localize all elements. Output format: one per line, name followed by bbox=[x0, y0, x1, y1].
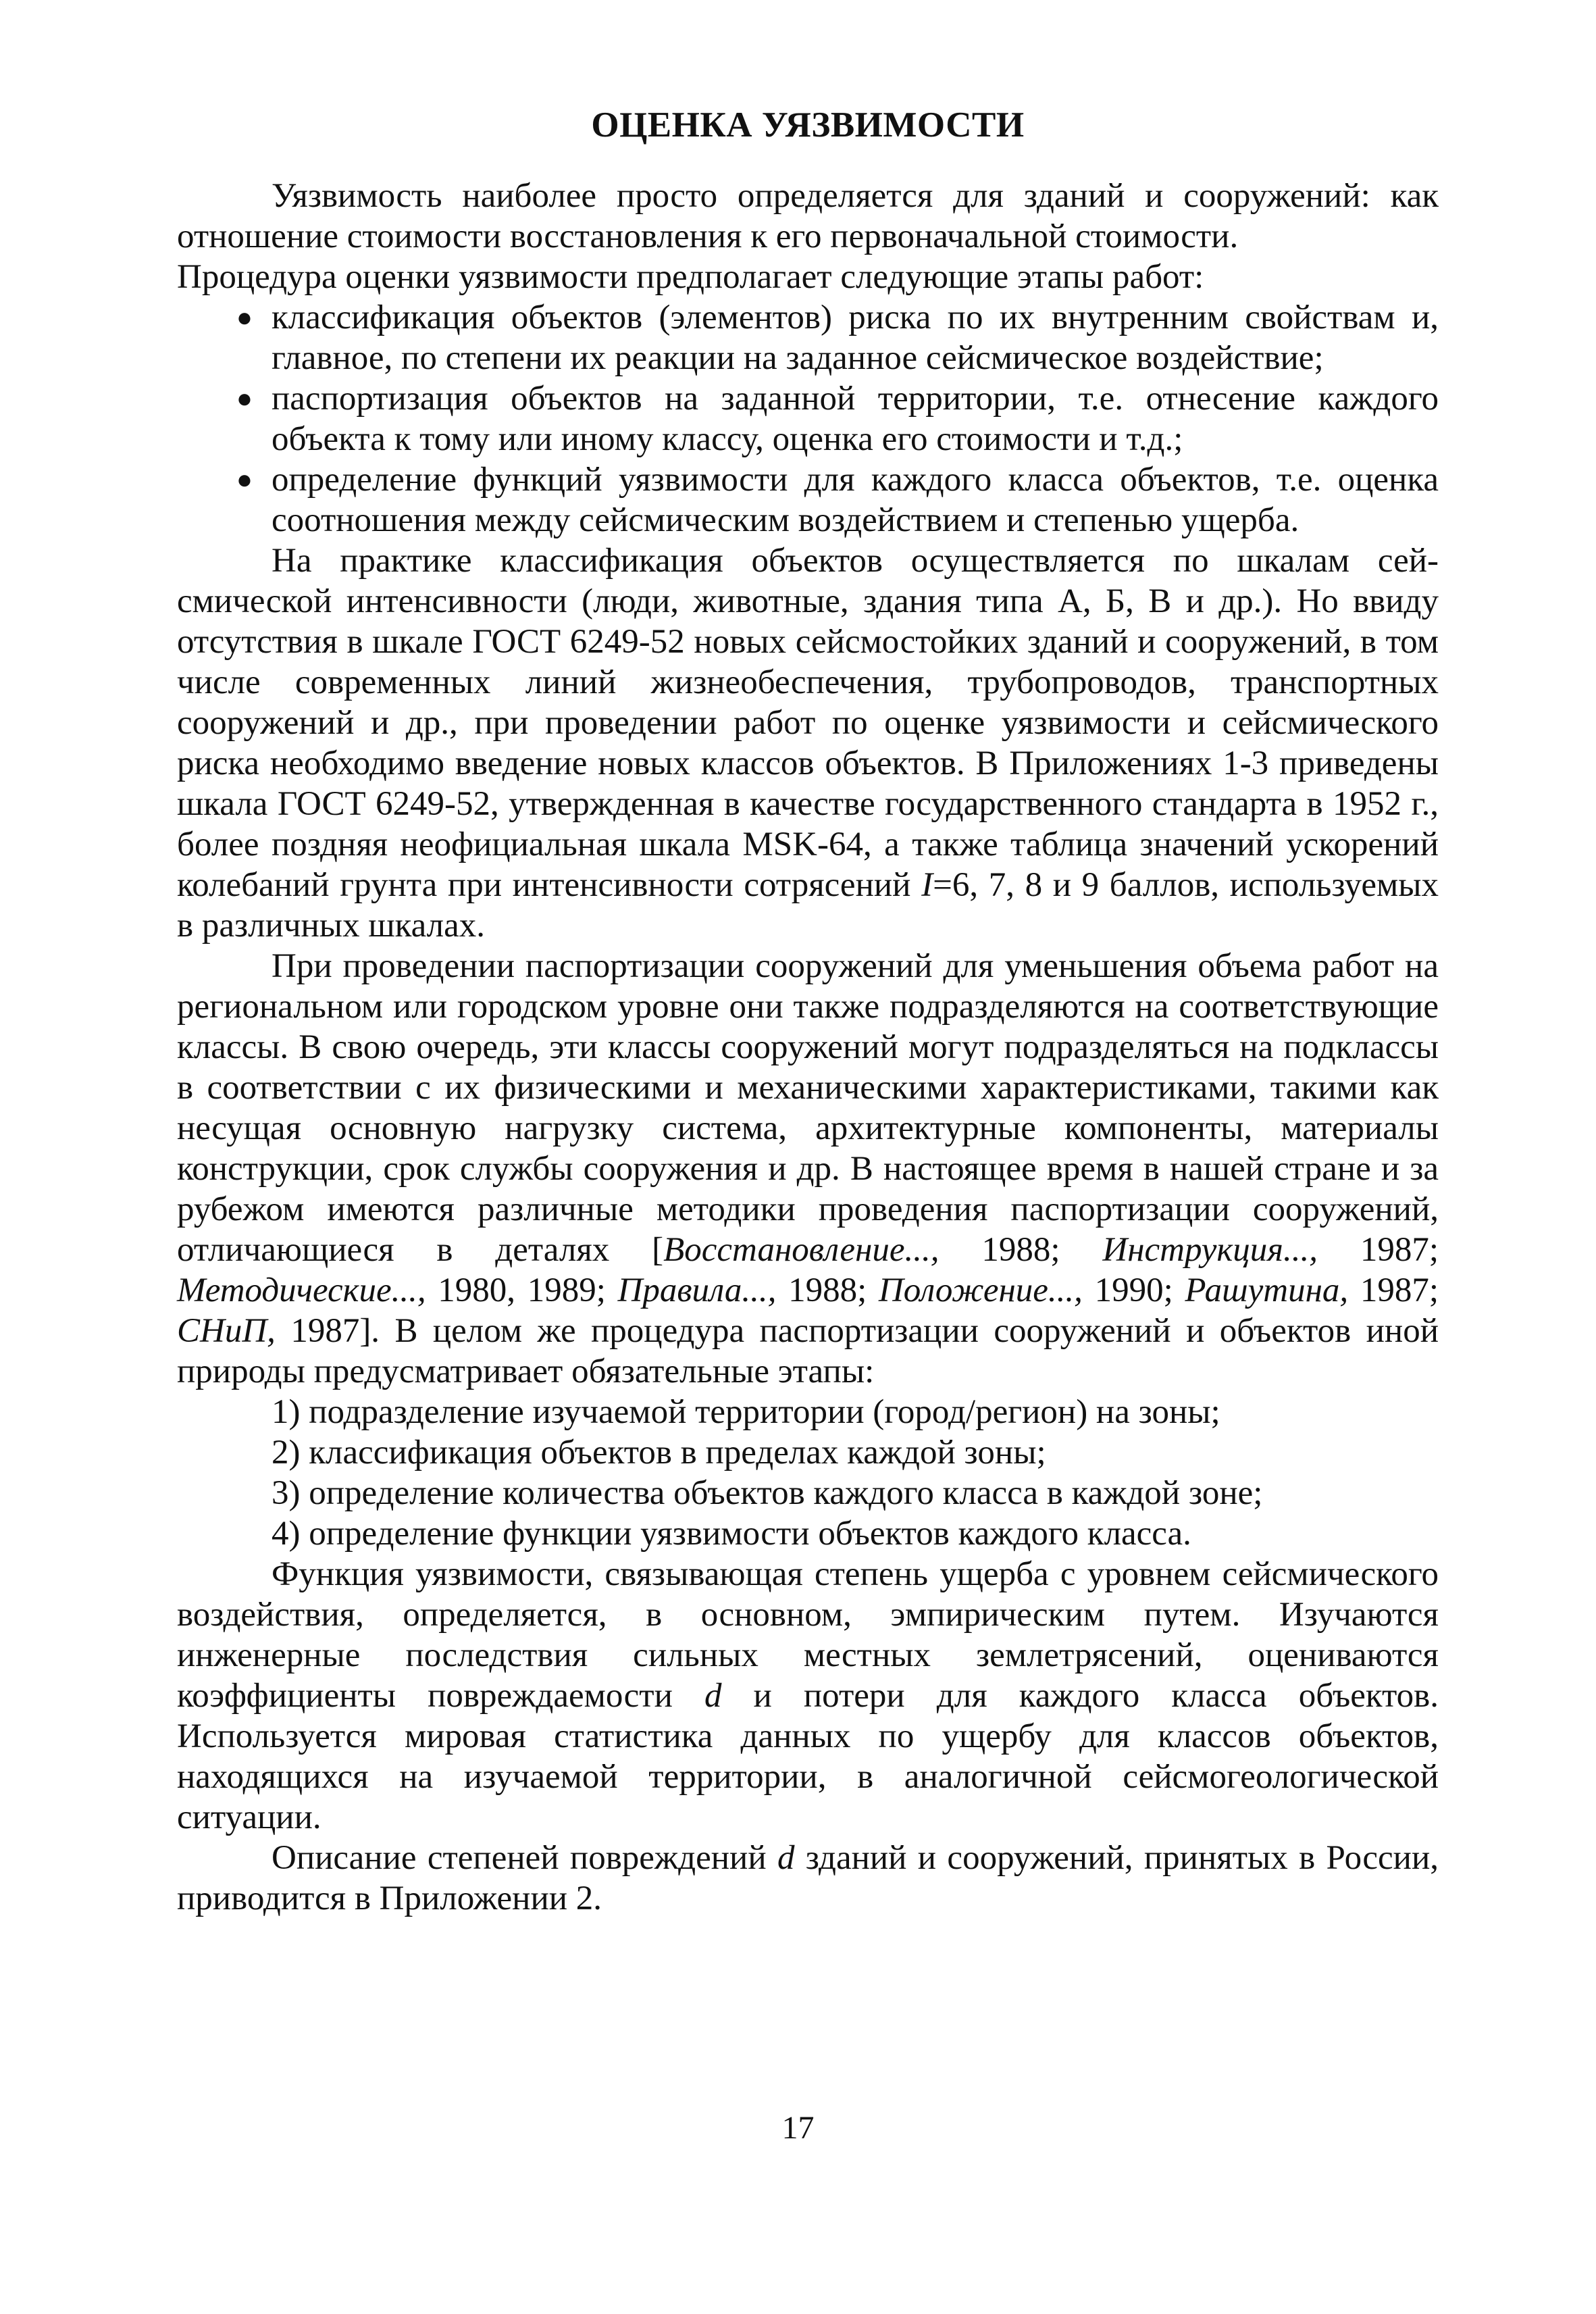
document-page bbox=[177, 101, 1439, 1919]
list-item bbox=[177, 297, 1439, 378]
procedure-text: Процедура оценки уязвимости предполагает следующие этапы работ: bbox=[177, 258, 1204, 296]
reference-title: Инструкция..., bbox=[1102, 1231, 1318, 1269]
classification-text-2: =6, 7, 8 и 9 баллов, используемых в различных шкалах. bbox=[177, 866, 1439, 945]
damage-variable: d bbox=[704, 1677, 722, 1715]
reference-year: 1988; bbox=[776, 1272, 879, 1309]
stages-bullet-list bbox=[177, 297, 1439, 540]
intro-definition: Уязвимость наиболее просто определяется для зданий и сооружений: как отношение стоимости восстановления к его первоначальной стоимости. bbox=[177, 177, 1439, 255]
reference-year: 1987; bbox=[1318, 1231, 1439, 1269]
list-item-text: определение функций уязвимости для каждого класса объектов, т.е. оценка соотношения между сейсмическим воздействием и степенью ущерба. bbox=[272, 461, 1439, 539]
page-number: 17 bbox=[781, 2110, 815, 2146]
list-item-text: классификация объектов (элементов) риска по их внутренним свойствам и, главное, по степени их реакции на заданное сейсмическое воздействие; bbox=[272, 299, 1439, 377]
list-item bbox=[177, 378, 1439, 459]
function-text-1: Функция уязвимости, связывающая степень ущерба с уровнем сейсмического воздействия, определяется, в основном, эмпирическим путем. Изучаются инженерные последствия сильных местных землетрясений, оцениваются коэффициенты повреждаемости bbox=[177, 1555, 1439, 1715]
list-item-text: паспортизация объектов на заданной территории, т.е. отнесение каждого объекта к тому или иному классу, оценка его стоимости и т.д.; bbox=[272, 380, 1439, 458]
description-paragraph bbox=[177, 1838, 1439, 1919]
intro-paragraph bbox=[177, 176, 1439, 257]
reference-year: 1987; bbox=[1348, 1272, 1439, 1309]
reference-year: 1990; bbox=[1082, 1272, 1185, 1309]
function-paragraph bbox=[177, 1554, 1439, 1838]
bullet-icon: ● bbox=[236, 383, 253, 413]
intensity-variable: I bbox=[921, 866, 933, 904]
description-text-2: зданий и сооружений, принятых в России, приводится в Приложении 2. bbox=[177, 1839, 1439, 1917]
stages-numbered-list bbox=[177, 1392, 1439, 1554]
function-text-2: и потери для каждого класса объектов. Используется мировая статистика данных по ущербу для классов объектов, находящихся на изучаемой территории, в аналогичной сейсмогеологической ситуации. bbox=[177, 1677, 1439, 1836]
reference-year: 1980, 1989; bbox=[426, 1272, 618, 1309]
damage-variable: d bbox=[777, 1839, 795, 1877]
reference-year: 1987]. bbox=[275, 1312, 395, 1350]
classification-text-1: На практике классификация объектов осуществляется по шкалам сейсмической интенсивности (люди, животные, здания типа А, Б, В и др.). Но ввиду отсутствия в шкале ГОСТ 6249-52 новых сейсмостойких зданий и сооружений, в том числе современных линий жизнеобеспечения, трубопроводов, транспортных сооружений и др., при проведении работ по оценке уязвимости и сейсмического риска необходимо введение новых классов объектов. В Приложениях 1-3 приведены шкала ГОСТ 6249-52, утвержденная в качестве государственного стандарта в 1952 г., более поздняя неофициальная шкала MSK-64, а также таблица значений ускорений колебаний грунта при интенсивности сотрясений bbox=[177, 542, 1439, 904]
reference-title: Правила..., bbox=[617, 1272, 777, 1309]
procedure-paragraph bbox=[177, 257, 1439, 297]
page-title: ОЦЕНКА УЯЗВИМОСТИ bbox=[591, 105, 1025, 145]
reference-title: Рашутина, bbox=[1185, 1272, 1349, 1309]
reference-title: Восстановление..., bbox=[663, 1231, 939, 1269]
reference-title: Положение..., bbox=[878, 1272, 1083, 1309]
list-item: 3) определение количества объектов каждого класса в каждой зоне; bbox=[272, 1474, 1263, 1512]
list-item: 4) определение функции уязвимости объектов каждого класса. bbox=[272, 1515, 1191, 1553]
passport-text-1: При проведении паспортизации сооружений для уменьшения объема работ на региональном или городском уровне они также подразделяются на соответствующие классы. В свою очередь, эти классы сооружений могут подразделяться на подклассы в соответствии с их физическими и механическими характеристиками, такими как несущая основную нагрузку система, архитектурные компоненты, материалы конструкции, срок службы сооружения и др. В настоящее время в нашей стране и за рубежом имеются различные методики проведения паспортизации сооружений, отличающиеся в деталях [ bbox=[177, 947, 1439, 1269]
passport-text-2: В целом же процедура паспортизации сооружений и объектов иной природы предусматривает обязательные этапы: bbox=[177, 1312, 1439, 1390]
list-item bbox=[177, 459, 1439, 540]
bullet-icon: ● bbox=[236, 464, 253, 495]
classification-paragraph bbox=[177, 540, 1439, 946]
reference-year: 1988; bbox=[939, 1231, 1103, 1269]
passport-paragraph bbox=[177, 946, 1439, 1392]
list-item: 2) классификация объектов в пределах каждой зоны; bbox=[272, 1434, 1046, 1472]
reference-title: Методические..., bbox=[177, 1272, 426, 1309]
reference-title: СНиП, bbox=[177, 1312, 276, 1350]
list-item: 1) подразделение изучаемой территории (город/регион) на зоны; bbox=[272, 1393, 1220, 1431]
bullet-icon: ● bbox=[236, 302, 253, 332]
description-text-1: Описание степеней повреждений bbox=[272, 1839, 777, 1877]
